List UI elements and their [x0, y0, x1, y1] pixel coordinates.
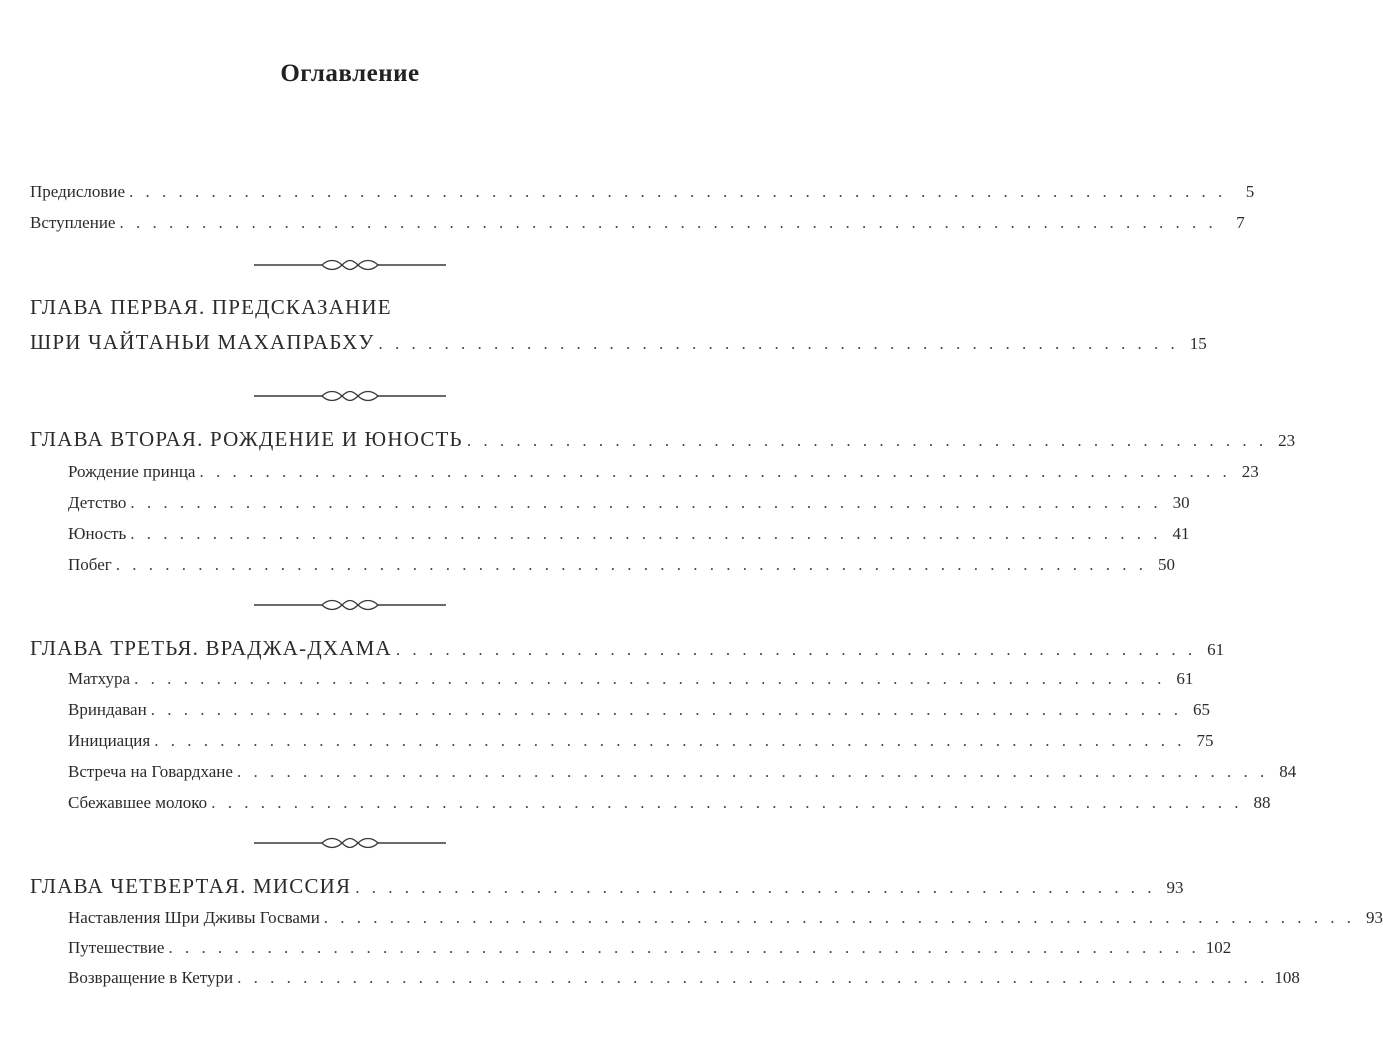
dot-leader: . . . . . . . . . . . . . . . . . . . . . . . . . . . . . . . . . . . . . . . . . . . . . . . . . . . . . . . . . . . . . . . — [130, 493, 1162, 512]
toc-page-number: 7 — [1236, 213, 1245, 232]
toc-page-number: 61 — [1207, 640, 1225, 659]
toc-entry-label: Вриндаван — [68, 700, 147, 719]
toc-entry[interactable] — [68, 731, 1214, 751]
toc-page-number: 93 — [1166, 878, 1184, 897]
toc-page-number: 75 — [1196, 731, 1214, 750]
toc-entry-label: Вступление — [30, 213, 116, 232]
toc-entry[interactable] — [68, 700, 1210, 720]
toc-entry-label: Предисловие — [30, 182, 126, 201]
dot-leader: . . . . . . . . . . . . . . . . . . . . . . . . . . . . . . . . . . . . . . . . . . . . . . . . . . . . . . . . . . . . . . . . . . . — [129, 182, 1227, 201]
chapter-3-title: ГЛАВА ТРЕТЬЯ. ВРАДЖА-ДХАМА — [30, 636, 392, 660]
dot-leader: . . . . . . . . . . . . . . . . . . . . . . . . . . . . . . . . . . . . . . . . . . . . . . . . . — [466, 431, 1268, 450]
toc-page-number: 41 — [1172, 524, 1190, 543]
toc-page-number: 108 — [1274, 968, 1300, 987]
toc-page-number: 88 — [1253, 793, 1271, 812]
dot-leader: . . . . . . . . . . . . . . . . . . . . . . . . . . . . . . . . . . . . . . . . . . . . . . . . . . . . . . . . . . . . . . . — [323, 908, 1356, 927]
toc-entry-label: Побег — [68, 555, 112, 574]
dot-leader: . . . . . . . . . . . . . . . . . . . . . . . . . . . . . . . . . . . . . . . . . . . . . . . . . . . . . . . . . . . . . . . . . . . — [119, 213, 1217, 232]
toc-entry[interactable] — [68, 968, 1300, 988]
dot-leader: . . . . . . . . . . . . . . . . . . . . . . . . . . . . . . . . . . . . . . . . . . . . . . . . . . . . . . . . . . . . . . . — [115, 555, 1147, 574]
dot-leader: . . . . . . . . . . . . . . . . . . . . . . . . . . . . . . . . . . . . . . . . . . . . . . . . . . . . . . . . . . . . . . . — [150, 700, 1182, 719]
toc-page-number: 15 — [1189, 334, 1207, 353]
toc-entry[interactable] — [68, 493, 1190, 513]
dot-leader: . . . . . . . . . . . . . . . . . . . . . . . . . . . . . . . . . . . . . . . . . . . . . . . . . . . . . . . . . . . . . . . — [154, 731, 1186, 750]
toc-page-number: 23 — [1278, 431, 1296, 450]
ornament-divider-icon — [250, 389, 450, 403]
dot-leader: . . . . . . . . . . . . . . . . . . . . . . . . . . . . . . . . . . . . . . . . . . . . . . . . . . . . . . . . . . . . . . . — [211, 793, 1243, 812]
dot-leader: . . . . . . . . . . . . . . . . . . . . . . . . . . . . . . . . . . . . . . . . . . . . . . . . . . . . . . . . . . . . . . . — [130, 524, 1162, 543]
toc-entry-label: Рождение принца — [68, 462, 196, 481]
toc-page-number: 23 — [1241, 462, 1259, 481]
toc-entry-chapter-2[interactable] — [30, 427, 1296, 452]
dot-leader: . . . . . . . . . . . . . . . . . . . . . . . . . . . . . . . . . . . . . . . . . . . . . . . . . . . . . . . . . . . . . . . — [199, 462, 1231, 481]
toc-entry[interactable] — [68, 762, 1297, 782]
dot-leader: . . . . . . . . . . . . . . . . . . . . . . . . . . . . . . . . . . . . . . . . . . . . . . . . . — [355, 878, 1156, 897]
toc-page-number: 102 — [1205, 938, 1232, 957]
dot-leader: . . . . . . . . . . . . . . . . . . . . . . . . . . . . . . . . . . . . . . . . . . . . . . . . . — [378, 334, 1179, 353]
toc-entry-chapter-1[interactable] — [30, 330, 1207, 355]
toc-entry-chapter-4[interactable] — [30, 874, 1184, 899]
toc-entry-label: Инициация — [68, 731, 151, 750]
dot-leader: . . . . . . . . . . . . . . . . . . . . . . . . . . . . . . . . . . . . . . . . . . . . . . . . . . . . . . . . . . . . . . . — [168, 938, 1200, 957]
ornament-divider-icon — [250, 598, 450, 612]
toc-page-number: 65 — [1192, 700, 1210, 719]
chapter-2-title: ГЛАВА ВТОРАЯ. РОЖДЕНИЕ И ЮНОСТЬ — [30, 427, 463, 451]
toc-entry-label: Возвращение в Кетури — [68, 968, 234, 987]
toc-entry-label: Сбежавшее молоко — [68, 793, 208, 812]
toc-page-number: 50 — [1157, 555, 1175, 574]
ornament-divider-icon — [250, 258, 450, 272]
toc-entry-introduction[interactable] — [30, 213, 1245, 233]
toc-entry[interactable] — [68, 669, 1194, 689]
toc-page-number: 61 — [1176, 669, 1194, 688]
toc-entry[interactable] — [68, 462, 1259, 482]
toc-page-number: 93 — [1366, 908, 1383, 927]
toc-entry[interactable] — [68, 938, 1232, 958]
toc-entry[interactable] — [68, 555, 1175, 575]
toc-page-number: 30 — [1172, 493, 1190, 512]
ornament-divider-icon — [250, 836, 450, 850]
toc-page-number: 5 — [1245, 182, 1255, 201]
toc-entry[interactable] — [68, 793, 1271, 813]
toc-entry-label: Детство — [68, 493, 127, 512]
toc-entry-preface[interactable] — [30, 182, 1255, 202]
toc-entry-label: Встреча на Говардхане — [68, 762, 233, 781]
chapter-4-title: ГЛАВА ЧЕТВЕРТАЯ. МИССИЯ — [30, 874, 352, 898]
dot-leader: . . . . . . . . . . . . . . . . . . . . . . . . . . . . . . . . . . . . . . . . . . . . . . . . . . . . . . . . . . . . . . . — [134, 669, 1166, 688]
toc-entry-chapter-3[interactable] — [30, 636, 1225, 661]
toc-entry[interactable] — [68, 524, 1190, 544]
chapter-1-title-line2: ШРИ ЧАЙТАНЬИ МАХАПРАБХУ — [30, 330, 375, 354]
dot-leader: . . . . . . . . . . . . . . . . . . . . . . . . . . . . . . . . . . . . . . . . . . . . . . . . . . . . . . . . . . . . . . . — [237, 968, 1269, 987]
toc-entry-label: Юность — [68, 524, 127, 543]
toc-entry-label: Наставления Шри Дживы Госвами — [68, 908, 320, 927]
dot-leader: . . . . . . . . . . . . . . . . . . . . . . . . . . . . . . . . . . . . . . . . . . . . . . . . . . . . . . . . . . . . . . . — [236, 762, 1269, 781]
page-title: Оглавление — [280, 60, 420, 87]
chapter-1-title-line1[interactable]: ГЛАВА ПЕРВАЯ. ПРЕДСКАЗАНИЕ — [30, 295, 392, 319]
toc-entry[interactable] — [68, 908, 1383, 928]
toc-page-number: 84 — [1279, 762, 1297, 781]
toc-entry-label: Путешествие — [68, 938, 165, 957]
dot-leader: . . . . . . . . . . . . . . . . . . . . . . . . . . . . . . . . . . . . . . . . . . . . . . . . . — [395, 640, 1197, 659]
toc-entry-label: Матхура — [68, 669, 131, 688]
